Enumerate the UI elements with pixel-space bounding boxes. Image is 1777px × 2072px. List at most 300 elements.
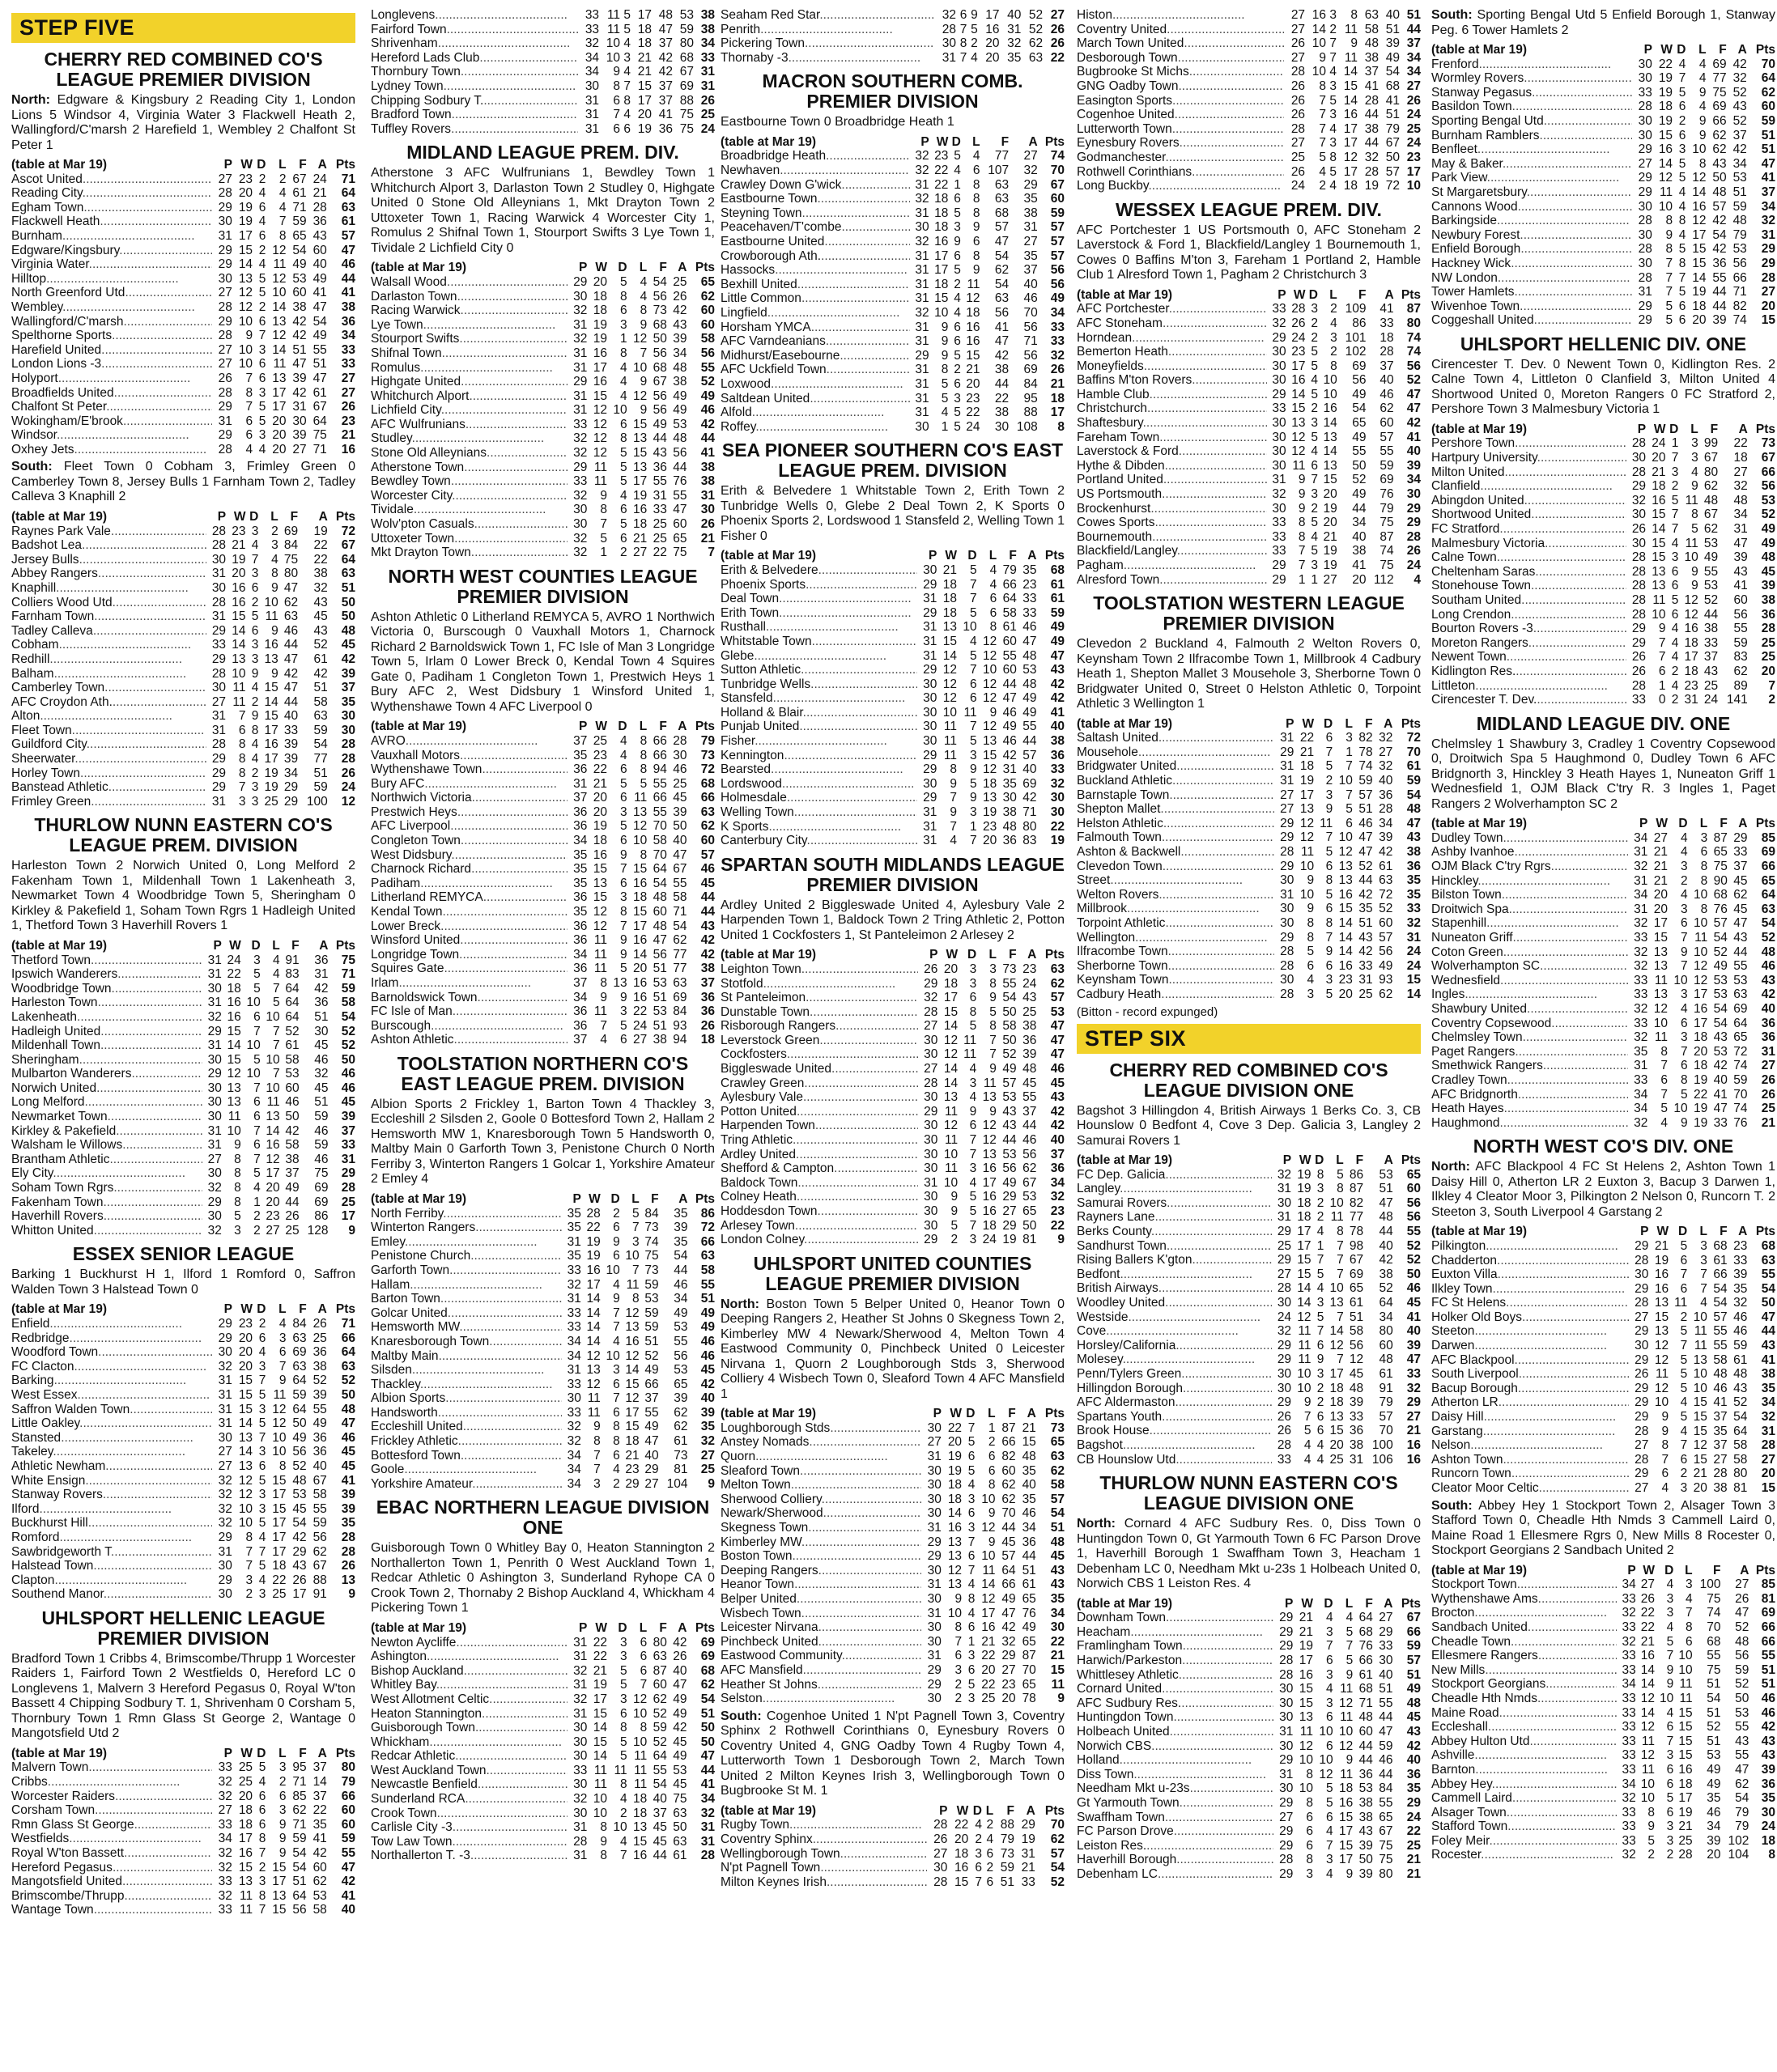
- stat-a: 59: [1380, 458, 1394, 473]
- table-row: [1431, 479, 1775, 494]
- stat-l: 8: [972, 248, 980, 263]
- leader-dots: [840, 349, 910, 363]
- table-row: [1077, 8, 1421, 23]
- stat-p: 31: [207, 1123, 222, 1138]
- stat-l: 16: [1694, 1001, 1708, 1016]
- stat-a: 37: [312, 1760, 327, 1775]
- team-name-text: Potton United: [721, 1104, 797, 1119]
- team-name: [11, 1209, 202, 1224]
- results-paragraph: [11, 1267, 355, 1297]
- stat-d: 3: [967, 1492, 976, 1506]
- stat-pts: 54: [1761, 1281, 1775, 1296]
- stat-f: 56: [653, 346, 667, 360]
- stat-d: 6: [613, 1377, 620, 1391]
- team-name-text: Ascot United: [11, 172, 83, 186]
- stat-p: 31: [585, 108, 600, 122]
- team-name: [11, 609, 206, 624]
- column-2: [371, 8, 715, 1866]
- stat-d: 6: [258, 1789, 266, 1803]
- stat-a: 56: [673, 446, 687, 461]
- team-name: [1431, 171, 1632, 185]
- stat-p: 30: [573, 1806, 588, 1820]
- team-name-text: Chalfont St Peter: [11, 400, 107, 414]
- league-title: UHLSPORT UNITED COUNTIES LEAGUE PREMIER DIVISION: [753, 1252, 1032, 1294]
- team-name-text: Eccleshill United: [371, 1420, 463, 1434]
- stat-pts: 45: [1050, 1549, 1065, 1564]
- stat-l: 10: [1694, 916, 1708, 931]
- stat-f: 51: [1349, 1310, 1364, 1324]
- stat-f: 39: [1349, 1395, 1364, 1410]
- stat-p: 25: [1277, 1238, 1292, 1253]
- stat-w: 15: [238, 1402, 253, 1416]
- stat-f: 43: [653, 446, 667, 461]
- stat-a: 41: [1380, 302, 1394, 316]
- team-name-text: Sunderland RCA: [371, 1792, 466, 1807]
- stat-p: 27: [218, 1803, 232, 1818]
- stat-f: 62: [292, 1803, 307, 1818]
- table-row: [371, 749, 715, 763]
- stat-a: 67: [312, 400, 327, 414]
- stat-w: 19: [593, 819, 607, 834]
- leader-dots: [1147, 401, 1267, 415]
- stat-p: 29: [211, 752, 227, 766]
- team-name: [1431, 1267, 1629, 1282]
- team-name: [11, 1025, 202, 1039]
- stat-p: 27: [927, 1435, 942, 1450]
- column-header-p: P: [1277, 287, 1286, 302]
- stat-f: 42: [1712, 242, 1727, 257]
- stat-pts: 35: [341, 694, 355, 709]
- column-header-pts: Pts: [1401, 716, 1421, 731]
- stat-l: 12: [625, 1391, 640, 1406]
- stat-f: 51: [292, 342, 307, 357]
- stat-f: 62: [1703, 479, 1719, 494]
- stat-w: 4: [245, 442, 253, 456]
- stat-pts: 56: [1761, 479, 1775, 494]
- stat-pts: 48: [1761, 550, 1775, 565]
- stat-a: 63: [673, 1806, 687, 1820]
- leader-dots: [482, 762, 567, 776]
- stat-d: 3: [967, 1649, 976, 1663]
- league-title: CHERRY RED COMBINED CO'S LEAGUE PREMIER DIVISION: [44, 49, 323, 90]
- table-row: [1431, 1310, 1775, 1325]
- league-table-header: [371, 720, 715, 734]
- stat-a: 49: [1022, 691, 1037, 706]
- stat-d: 6: [1316, 1338, 1324, 1352]
- stat-a: 46: [1379, 1753, 1393, 1768]
- stat-w: 11: [1654, 1030, 1668, 1045]
- stat-d: 5: [971, 22, 978, 36]
- stat-l: 18: [633, 517, 648, 532]
- team-name-text: Alton: [11, 709, 40, 724]
- table-row: [1431, 114, 1775, 129]
- stat-d: 4: [620, 733, 627, 748]
- team-name: [11, 1846, 212, 1861]
- stat-d: 6: [1325, 958, 1333, 973]
- stat-a: 51: [312, 357, 327, 372]
- team-name: [371, 1434, 562, 1449]
- stat-pts: 27: [341, 385, 355, 400]
- stat-a: 56: [312, 1530, 327, 1544]
- table-row: [1077, 1768, 1421, 1782]
- stat-pts: 22: [1050, 1634, 1065, 1649]
- team-name-text: Penn/Tylers Green: [1077, 1366, 1182, 1381]
- column-4: [1077, 8, 1421, 1885]
- team-name-text: Stanway Rovers: [11, 1488, 103, 1502]
- leader-dots: [842, 1649, 921, 1662]
- column-header-pts: Pts: [1401, 287, 1421, 302]
- stat-f: 64: [653, 862, 667, 877]
- stat-pts: 29: [1406, 501, 1421, 516]
- table-row: [721, 762, 1065, 777]
- team-name: [11, 400, 212, 414]
- stat-pts: 31: [1406, 930, 1421, 945]
- table-row: [721, 706, 1065, 720]
- table-row: [1431, 565, 1775, 580]
- leader-dots: [450, 819, 568, 833]
- stat-f: 50: [1002, 1004, 1017, 1019]
- results-paragraph: [371, 610, 715, 715]
- table-row: [1077, 973, 1421, 987]
- team-name: [1431, 987, 1628, 1002]
- table-row: [11, 737, 355, 752]
- stat-a: 23: [1022, 962, 1037, 976]
- table-row: [11, 1224, 355, 1238]
- team-name-text: Darwen: [1431, 1339, 1475, 1353]
- results-text: AFC Blackpool 4 FC St Helens 2, Ashton Town 1 Daisy Hill 0, Atherton LR 2 Euxton 3, Bacup 3 Darwen 1, Ilkley 4 Cleator Moor 3, Pilkington 2 Nelson 0, Runcorn T. 2 Steeton 3, South Liverpool 4 Garstang 2: [1431, 1160, 1776, 1219]
- stat-p: 28: [924, 1076, 938, 1090]
- column-header-w: W: [956, 1803, 969, 1818]
- stat-pts: 34: [1050, 1606, 1065, 1620]
- stat-pts: 17: [1050, 405, 1065, 420]
- stat-a: 27: [1379, 745, 1393, 759]
- stat-l: 13: [272, 314, 287, 329]
- team-name: [371, 933, 568, 948]
- stat-w: 5: [600, 531, 607, 546]
- stat-p: 30: [207, 1166, 222, 1181]
- stat-f: 60: [1001, 1463, 1016, 1478]
- stat-f: 53: [1703, 536, 1719, 550]
- stat-w: 10: [1299, 1781, 1313, 1796]
- team-name: [1077, 122, 1284, 137]
- table-row: [1431, 537, 1775, 551]
- stat-pts: 55: [341, 1846, 355, 1861]
- stat-pts: 42: [1050, 1104, 1065, 1119]
- team-name: [721, 1832, 927, 1847]
- team-name: [371, 1721, 568, 1735]
- team-name-text: Heaton Stannington: [371, 1706, 483, 1721]
- table-row: [1077, 959, 1421, 974]
- leader-dots: [1150, 1424, 1272, 1437]
- team-name-text: Banstead Athletic: [11, 780, 108, 795]
- stat-p: 29: [1272, 387, 1286, 401]
- column-header-pts: Pts: [1755, 422, 1775, 436]
- stat-w: 8: [234, 1166, 241, 1181]
- table-row: [1431, 100, 1775, 114]
- stat-d: 4: [1671, 635, 1679, 650]
- stat-f: 68: [1713, 888, 1728, 902]
- team-name-text: Whitstable Town: [721, 634, 812, 648]
- table-row: [11, 257, 355, 272]
- leader-dots: [122, 1138, 202, 1152]
- stat-f: 36: [658, 121, 673, 136]
- stat-f: 65: [1349, 1281, 1364, 1296]
- stat-a: 69: [1023, 363, 1038, 377]
- column-header-d: D: [1669, 422, 1679, 436]
- stat-p: 32: [218, 1488, 232, 1502]
- leader-dots: [799, 720, 916, 733]
- stat-d: 6: [258, 228, 266, 243]
- stat-l: 15: [966, 348, 980, 363]
- table-row: [721, 620, 1065, 635]
- stat-w: 16: [947, 1521, 963, 1535]
- stat-d: 8: [258, 1832, 266, 1846]
- stat-f: 49: [292, 257, 307, 272]
- team-name-text: US Portsmouth: [1077, 487, 1163, 502]
- team-name-text: Bourton Rovers -3: [1431, 622, 1533, 636]
- stat-l: 11: [273, 257, 287, 272]
- stat-pts: 74: [1050, 149, 1065, 163]
- stat-d: 7: [258, 329, 266, 343]
- stat-w: 12: [942, 691, 957, 706]
- stat-pts: 50: [700, 1734, 715, 1749]
- stat-w: 22: [1299, 731, 1315, 745]
- team-name-text: Heather St Johns: [721, 1677, 818, 1692]
- stat-pts: 46: [341, 1430, 355, 1445]
- stat-f: 54: [653, 274, 667, 289]
- league-title: WESSEX LEAGUE PREM. DIV.: [1116, 198, 1382, 220]
- stat-f: 47: [283, 580, 299, 595]
- stat-l: 7: [273, 1038, 280, 1053]
- leader-dots: [1112, 8, 1245, 22]
- column-header-p: P: [579, 261, 588, 275]
- team-name: [11, 1374, 212, 1388]
- stat-d: 4: [1681, 845, 1688, 860]
- stat-f: 66: [644, 1377, 659, 1391]
- stat-d: 6: [967, 1450, 976, 1464]
- stat-f: 44: [285, 1195, 300, 1209]
- table-row: [1077, 1210, 1421, 1225]
- team-name-text: Stourport Swifts: [371, 332, 460, 346]
- stat-w: 13: [1653, 959, 1668, 974]
- stat-d: 3: [258, 1402, 266, 1416]
- leader-dots: [108, 780, 206, 794]
- team-name: [1431, 916, 1628, 931]
- stat-f: 47: [658, 22, 673, 36]
- stat-p: 34: [567, 1334, 581, 1348]
- leader-dots: [1189, 65, 1284, 79]
- stat-d: 6: [967, 1549, 976, 1564]
- team-name: [1077, 774, 1274, 788]
- team-name: [11, 1067, 202, 1081]
- stat-d: 3: [1311, 487, 1318, 502]
- stat-w: 14: [1297, 1281, 1311, 1296]
- stat-d: 2: [1316, 1195, 1324, 1210]
- stat-p: 29: [1635, 1238, 1649, 1253]
- table-row: [721, 1133, 1065, 1148]
- stat-w: 11: [606, 8, 621, 22]
- stat-l: 11: [967, 277, 980, 291]
- stat-f: 57: [1001, 1549, 1016, 1564]
- stat-f: 85: [292, 1789, 307, 1803]
- stat-a: 34: [1733, 507, 1748, 522]
- team-name: [1077, 558, 1267, 573]
- stat-p: 29: [923, 748, 937, 762]
- stat-f: 55: [653, 1763, 667, 1777]
- stat-f: 59: [1358, 774, 1373, 788]
- team-name-text: Hillingdon Borough: [1077, 1381, 1183, 1395]
- stat-pts: 50: [700, 1721, 715, 1735]
- stat-d: 2: [975, 1832, 982, 1846]
- team-name: [1431, 71, 1632, 86]
- leader-dots: [444, 79, 576, 93]
- stat-w: 15: [954, 1875, 969, 1889]
- stat-f: 44: [1712, 285, 1727, 299]
- team-name-text: Harwich/Parkeston: [1077, 1654, 1183, 1667]
- stat-d: 3: [1325, 973, 1333, 987]
- stat-l: 17: [272, 1488, 287, 1502]
- leader-dots: [1520, 299, 1632, 313]
- stat-w: 7: [959, 50, 967, 65]
- stat-a: 50: [673, 819, 687, 834]
- column-header-pts: Pts: [335, 509, 355, 524]
- stat-w: 16: [227, 996, 241, 1010]
- stat-f: 41: [1713, 1087, 1728, 1102]
- leader-dots: [1524, 494, 1626, 507]
- team-name: [1431, 1002, 1628, 1017]
- stat-a: 54: [673, 919, 687, 933]
- stat-p: 31: [1280, 774, 1294, 788]
- leader-dots: [1531, 507, 1626, 521]
- stat-p: 28: [1279, 1853, 1294, 1867]
- stat-f: 60: [653, 905, 667, 919]
- stat-l: 12: [1692, 171, 1707, 185]
- stat-w: 8: [600, 1820, 607, 1835]
- leader-dots: [470, 1249, 562, 1263]
- stat-l: 23: [1338, 973, 1353, 987]
- stat-a: 51: [313, 766, 328, 780]
- stat-f: 33: [1349, 1409, 1364, 1424]
- stat-a: 35: [674, 1234, 688, 1249]
- table-row: [1077, 1696, 1421, 1711]
- stat-a: 33: [1022, 592, 1037, 606]
- stat-a: 64: [312, 414, 327, 428]
- stat-d: 4: [1326, 1611, 1333, 1625]
- stat-d: 6: [954, 248, 961, 263]
- stat-p: 32: [1634, 916, 1648, 931]
- stat-pts: 63: [1761, 1253, 1775, 1267]
- table-row: [11, 1067, 355, 1081]
- team-name-text: Hilltop: [11, 271, 47, 286]
- table-row: [371, 890, 715, 905]
- team-name: [11, 1790, 212, 1804]
- stat-w: 7: [950, 819, 957, 834]
- leader-dots: [766, 620, 899, 634]
- stat-d: 3: [1326, 1667, 1333, 1682]
- stat-w: 9: [600, 1834, 607, 1849]
- team-name-text: Abbey Rangers: [11, 567, 98, 581]
- league-table-header: [11, 939, 355, 953]
- stat-p: 26: [218, 371, 232, 385]
- stat-l: 21: [625, 1448, 640, 1463]
- team-name: [721, 1535, 921, 1550]
- stat-w: 16: [1654, 1281, 1669, 1296]
- team-name: [11, 1474, 212, 1488]
- stat-w: 14: [947, 1506, 963, 1521]
- league-title: NORTH WEST COUNTIES LEAGUE PREMIER DIVISION: [388, 565, 698, 607]
- team-name-text: Wantage Town: [11, 1903, 94, 1917]
- stat-a: 65: [1022, 1204, 1037, 1218]
- stat-w: 16: [232, 595, 246, 609]
- team-name-text: Whickham: [371, 1734, 430, 1749]
- stat-f: 48: [1349, 1381, 1364, 1395]
- column-header-pts: Pts: [335, 1746, 355, 1760]
- table-row: [721, 192, 1065, 206]
- stat-d: 8: [967, 1592, 976, 1606]
- stat-w: 11: [1299, 1724, 1313, 1739]
- stat-l: 7: [273, 1024, 280, 1038]
- stat-p: 29: [1280, 859, 1294, 873]
- team-name-text: Phoenix Sports: [721, 577, 806, 592]
- stat-a: 33: [1021, 1875, 1035, 1889]
- stat-pts: 54: [1406, 788, 1421, 802]
- stat-l: 11: [634, 791, 648, 805]
- leader-dots: [104, 1587, 212, 1601]
- stat-d: 3: [620, 1635, 627, 1650]
- stat-d: 6: [251, 623, 259, 638]
- stat-p: 28: [1277, 1437, 1292, 1452]
- team-name-text: Wednesfield: [1431, 973, 1501, 987]
- stat-pts: 41: [700, 1777, 715, 1792]
- leader-dots: [1123, 1438, 1256, 1452]
- stat-a: 35: [1733, 1281, 1748, 1296]
- table-row: [371, 1777, 715, 1792]
- team-name: [371, 976, 568, 991]
- stat-p: 30: [1280, 916, 1294, 930]
- stat-w: 13: [943, 1090, 959, 1105]
- stat-p: 30: [924, 1218, 938, 1233]
- stat-d: 5: [1316, 1267, 1324, 1281]
- stat-l: 15: [1339, 1810, 1354, 1824]
- stat-a: 55: [673, 876, 687, 890]
- stat-a: 49: [673, 1692, 687, 1706]
- stat-f: 39: [1712, 313, 1727, 328]
- stat-l: 17: [633, 919, 648, 933]
- stat-l: 11: [1330, 1210, 1344, 1225]
- stat-w: 11: [1298, 1324, 1311, 1339]
- team-name: [1077, 973, 1274, 987]
- stat-l: 18: [633, 1806, 648, 1820]
- league-table-header: [371, 261, 715, 275]
- team-name-text: Melton Town: [721, 1478, 791, 1492]
- stat-f: 55: [644, 1405, 659, 1420]
- team-name: [1077, 179, 1284, 193]
- team-name: [371, 1650, 568, 1664]
- stat-f: 62: [653, 1692, 667, 1706]
- stat-pts: 49: [1050, 291, 1065, 306]
- team-name-text: Whitley Bay: [371, 1678, 436, 1692]
- stat-l: 12: [272, 243, 287, 257]
- stat-pts: 50: [1761, 1296, 1775, 1310]
- stat-w: 21: [232, 538, 246, 553]
- stat-w: 11: [1298, 1338, 1311, 1352]
- stat-w: 4: [1307, 973, 1315, 987]
- stat-w: 15: [1652, 550, 1666, 565]
- stat-l: 11: [626, 1277, 640, 1292]
- stat-p: 30: [924, 1147, 938, 1161]
- stat-a: 100: [1371, 1437, 1393, 1452]
- stat-pts: 65: [1050, 1435, 1065, 1450]
